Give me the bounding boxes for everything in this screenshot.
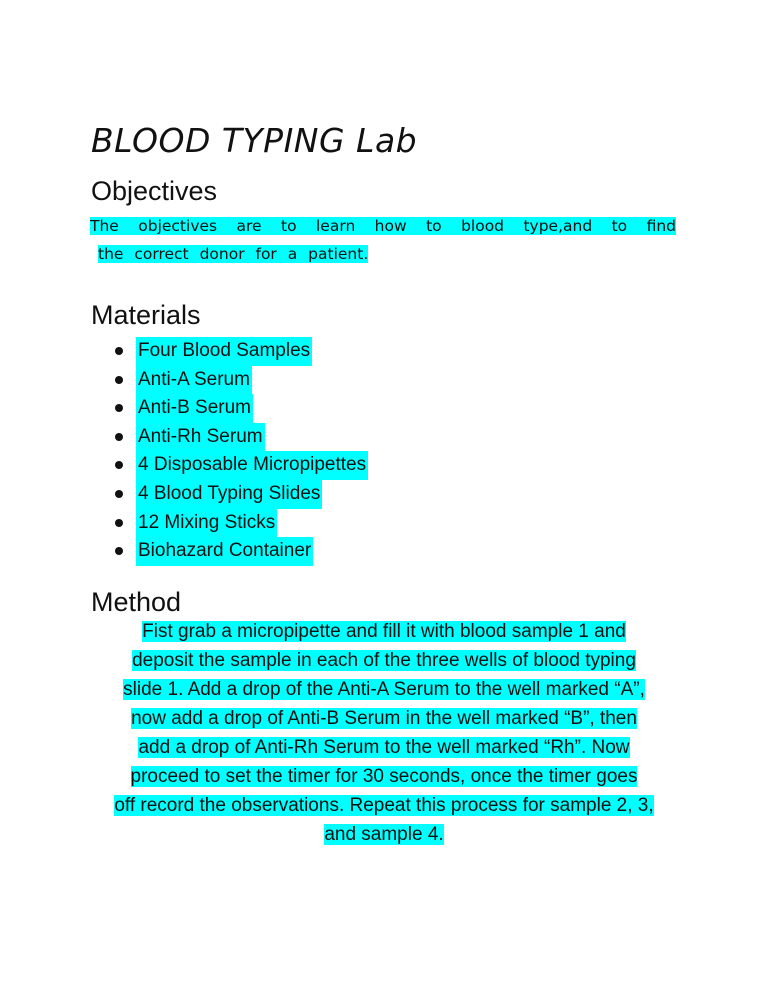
method-line-text: deposit the sample in each of the three wells of blood typing [132,650,636,671]
bullet-icon [115,404,123,412]
method-line-text: slide 1. Add a drop of the Anti-A Serum to the well marked “A”, [123,679,645,700]
method-paragraph [86,617,682,849]
bullet-icon [115,461,123,469]
objectives-line-text: The objectives are to learn how to blood type,and to find [90,217,676,235]
material-label: Four Blood Samples [136,337,312,366]
objectives-line [90,212,676,240]
bullet-icon [115,547,123,555]
material-label: Anti-B Serum [136,394,253,423]
objectives-line [90,240,678,268]
method-line [86,646,682,675]
bullet-icon [115,347,123,355]
objectives-heading: Objectives [91,176,218,206]
method-line [86,733,682,762]
method-line [86,820,682,849]
method-line-text: add a drop of Anti-Rh Serum to the well marked “Rh”. Now [138,737,630,758]
materials-heading: Materials [91,300,201,330]
material-label: 12 Mixing Sticks [136,509,277,538]
bullet-icon [115,376,123,384]
method-line [86,791,682,820]
method-line-text: off record the observations. Repeat this process for sample 2, 3, [114,795,654,816]
method-line-text: and sample 4. [324,824,444,845]
objectives-line-text: the correct donor for a patient. [98,245,369,263]
method-line-text: now add a drop of Anti-B Serum in the well marked “B”, then [131,708,637,729]
material-label: Anti-A Serum [136,366,252,395]
objectives-paragraph [90,212,678,268]
method-line [86,762,682,791]
method-line [86,617,682,646]
material-label: Biohazard Container [136,537,313,566]
method-line [86,675,682,704]
method-line-text: proceed to set the timer for 30 seconds, once the timer goes [130,766,638,787]
material-label: 4 Blood Typing Slides [136,480,322,509]
material-label: 4 Disposable Micropipettes [136,451,368,480]
bullet-icon [115,519,123,527]
page-title: BLOOD TYPING Lab [91,121,418,160]
bullet-icon [115,490,123,498]
method-line-text: Fist grab a micropipette and fill it with blood sample 1 and [142,621,626,642]
method-heading: Method [91,587,182,617]
bullet-icon [115,433,123,441]
method-line [86,704,682,733]
material-label: Anti-Rh Serum [136,423,265,452]
